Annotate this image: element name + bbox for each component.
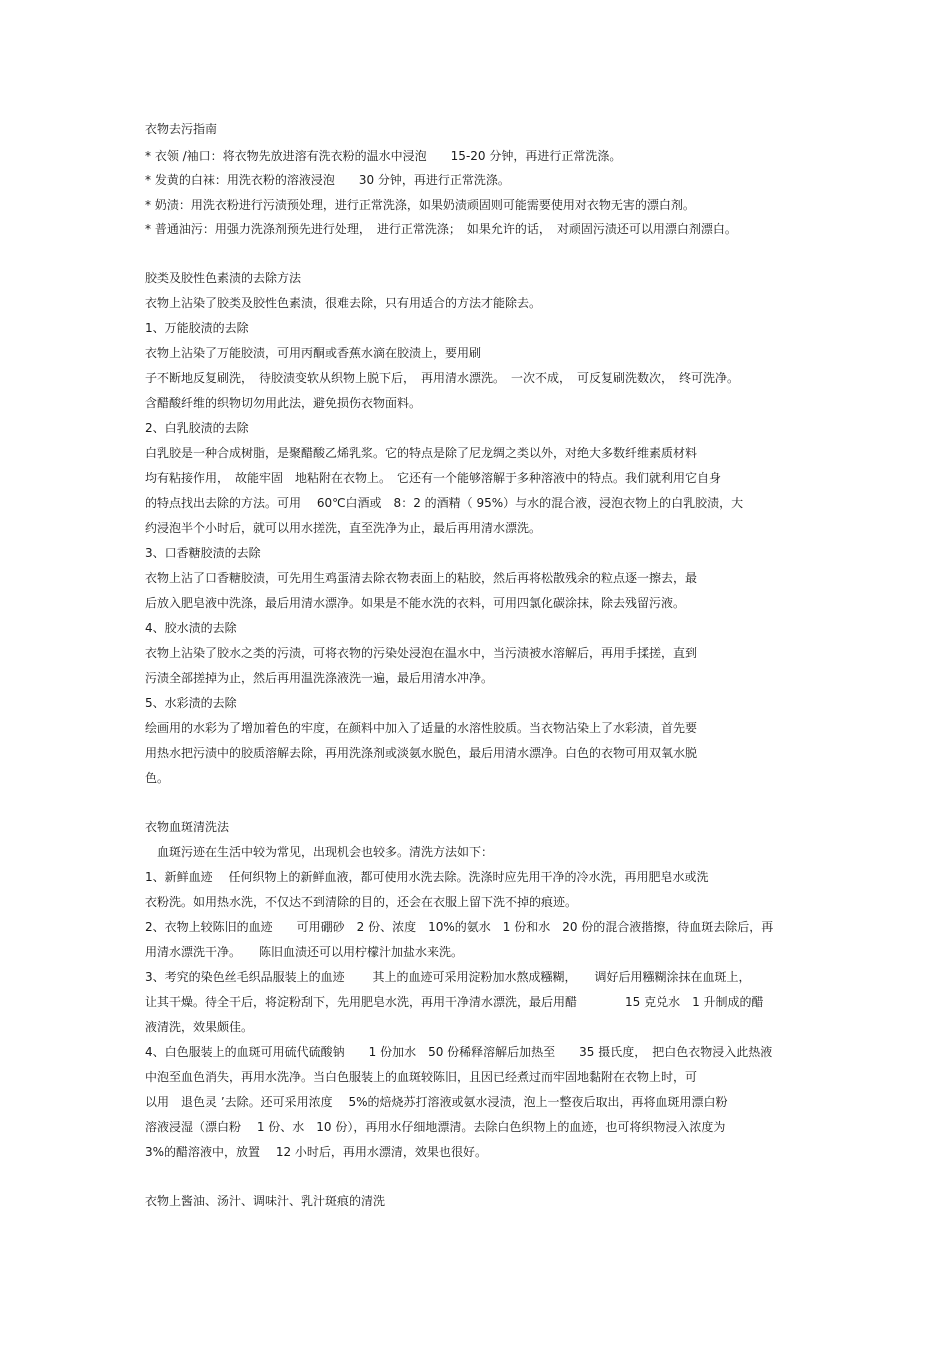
paragraph-line: 以用 退色灵 ’去除。还可采用浓度 5%的焙烧苏打溶液或氨水浸渍，泡上一整夜后取出，再将血斑用漂白粉 xyxy=(145,1095,728,1109)
paragraph-line: 2、衣物上较陈旧的血迹 可用硼砂 2 份、浓度 10%的氨水 1 份和水 20 份的混合液揩擦，待血斑去除后，再 xyxy=(145,920,774,934)
paragraph-line: 约浸泡半个小时后，就可以用水搓洗，直至洗净为止，最后再用清水漂洗。 xyxy=(145,521,542,535)
section-title-stain-guide: 衣物去污指南 xyxy=(145,122,218,136)
list-item: * 普通油污：用强力洗涤剂预先进行处理， 进行正常洗涤； 如果允许的话， 对顽固污渍还可以用漂白剂漂白。 xyxy=(145,222,737,236)
paragraph-line: 衣物上沾染了万能胶渍，可用丙酮或香蕉水滴在胶渍上，要用刷 xyxy=(145,346,482,360)
paragraph-line: 用清水漂洗干净。 陈旧血渍还可以用柠檬汁加盐水来洗。 xyxy=(145,945,464,959)
paragraph-line: 子不断地反复刷洗， 待胶渍变软从织物上脱下后， 再用清水漂洗。 一次不成， 可反复刷洗数次， 终可洗净。 xyxy=(145,371,740,385)
subheading: 5、水彩渍的去除 xyxy=(145,696,237,710)
paragraph-line: 后放入肥皂液中洗涤，最后用清水漂净。如果是不能水洗的衣料，可用四氯化碳涂抹，除去残留污液。 xyxy=(145,596,686,610)
paragraph-line: 让其干燥。待全干后，将淀粉刮下，先用肥皂水洗，再用干净清水漂洗，最后用醋 15 克兑水 1 升制成的醋 xyxy=(145,995,764,1009)
paragraph-line: 均有粘接作用， 故能牢固 地粘附在衣物上。 它还有一个能够溶解于多种溶液中的特点。我们就利用它自身 xyxy=(145,471,722,485)
subheading: 2、白乳胶渍的去除 xyxy=(145,421,249,435)
paragraph-line: 3%的醋溶液中，放置 12 小时后，再用水漂清，效果也很好。 xyxy=(145,1145,487,1159)
subheading: 3、口香糖胶渍的去除 xyxy=(145,546,261,560)
paragraph-line: 衣物上沾了口香糖胶渍，可先用生鸡蛋清去除衣物表面上的粘胶，然后再将松散残余的粒点逐一擦去，最 xyxy=(145,571,698,585)
paragraph-line: 色。 xyxy=(145,771,170,785)
paragraph-line: 液清洗，效果颇佳。 xyxy=(145,1020,254,1034)
section-title-sauce-stains: 衣物上酱油、汤汁、调味汁、乳汁斑痕的清洗 xyxy=(145,1194,386,1208)
paragraph-line: 1、新鲜血迹 任何织物上的新鲜血液，都可使用水洗去除。洗涤时应先用干净的冷水洗，再用肥皂水或洗 xyxy=(145,870,709,884)
paragraph-line: 用热水把污渍中的胶质溶解去除，再用洗涤剂或淡氨水脱色，最后用清水漂净。白色的衣物可用双氧水脱 xyxy=(145,746,698,760)
section-title-glue-stains: 胶类及胶性色素渍的去除方法 xyxy=(145,271,302,285)
paragraph: 衣物上沾染了胶类及胶性色素渍，很难去除，只有用适合的方法才能除去。 xyxy=(145,296,542,310)
paragraph-line: 的特点找出去除的方法。可用 60℃白酒或 8：2 的酒精（ 95%）与水的混合液，浸泡衣物上的白乳胶渍，大 xyxy=(145,496,744,510)
paragraph-line: 污渍全部搓掉为止，然后再用温洗涤液洗一遍，最后用清水冲净。 xyxy=(145,671,494,685)
subheading: 1、万能胶渍的去除 xyxy=(145,321,249,335)
paragraph-line: 衣粉洗。如用热水洗，不仅达不到清除的目的，还会在衣服上留下洗不掉的痕迹。 xyxy=(145,895,578,909)
paragraph-line: 溶液浸湿（漂白粉 1 份、水 10 份），再用水仔细地漂清。去除白色织物上的血迹，也可将织物浸入浓度为 xyxy=(145,1120,726,1134)
list-item: * 衣领 /袖口：将衣物先放进溶有洗衣粉的温水中浸泡 15-20 分钟，再进行正常洗涤。 xyxy=(145,149,622,163)
paragraph-line: 白乳胶是一种合成树脂，是聚醋酸乙烯乳浆。它的特点是除了尼龙绸之类以外，对绝大多数纤维素质材料 xyxy=(145,446,698,460)
list-item: * 发黄的白袜：用洗衣粉的溶液浸泡 30 分钟，再进行正常洗涤。 xyxy=(145,173,510,187)
paragraph: 血斑污迹在生活中较为常见，出现机会也较多。清洗方法如下： xyxy=(145,845,494,859)
paragraph-line: 含醋酸纤维的织物切勿用此法，避免损伤衣物面料。 xyxy=(145,396,422,410)
paragraph-line: 衣物上沾染了胶水之类的污渍，可将衣物的污染处浸泡在温水中，当污渍被水溶解后，再用手揉搓，直到 xyxy=(145,646,698,660)
section-title-blood-stains: 衣物血斑清洗法 xyxy=(145,820,230,834)
subheading: 4、胶水渍的去除 xyxy=(145,621,237,635)
paragraph-line: 绘画用的水彩为了增加着色的牢度，在颜料中加入了适量的水溶性胶质。当衣物沾染上了水彩渍，首先要 xyxy=(145,721,698,735)
paragraph-line: 4、白色服装上的血斑可用硫代硫酸钠 1 份加水 50 份稀释溶解后加热至 35 摄氏度， 把白色衣物浸入此热液 xyxy=(145,1045,773,1059)
paragraph-line: 中泡至血色消失，再用水洗净。当白色服装上的血斑较陈旧，且因已经煮过而牢固地黏附在衣物上时，可 xyxy=(145,1070,698,1084)
paragraph-line: 3、考究的染色丝毛织品服装上的血迹 其上的血迹可采用淀粉加水熬成糨糊， 调好后用糨糊涂抹在血斑上， xyxy=(145,970,751,984)
list-item: * 奶渍：用洗衣粉进行污渍预处理，进行正常洗涤，如果奶渍顽固则可能需要使用对衣物无害的漂白剂。 xyxy=(145,198,695,212)
